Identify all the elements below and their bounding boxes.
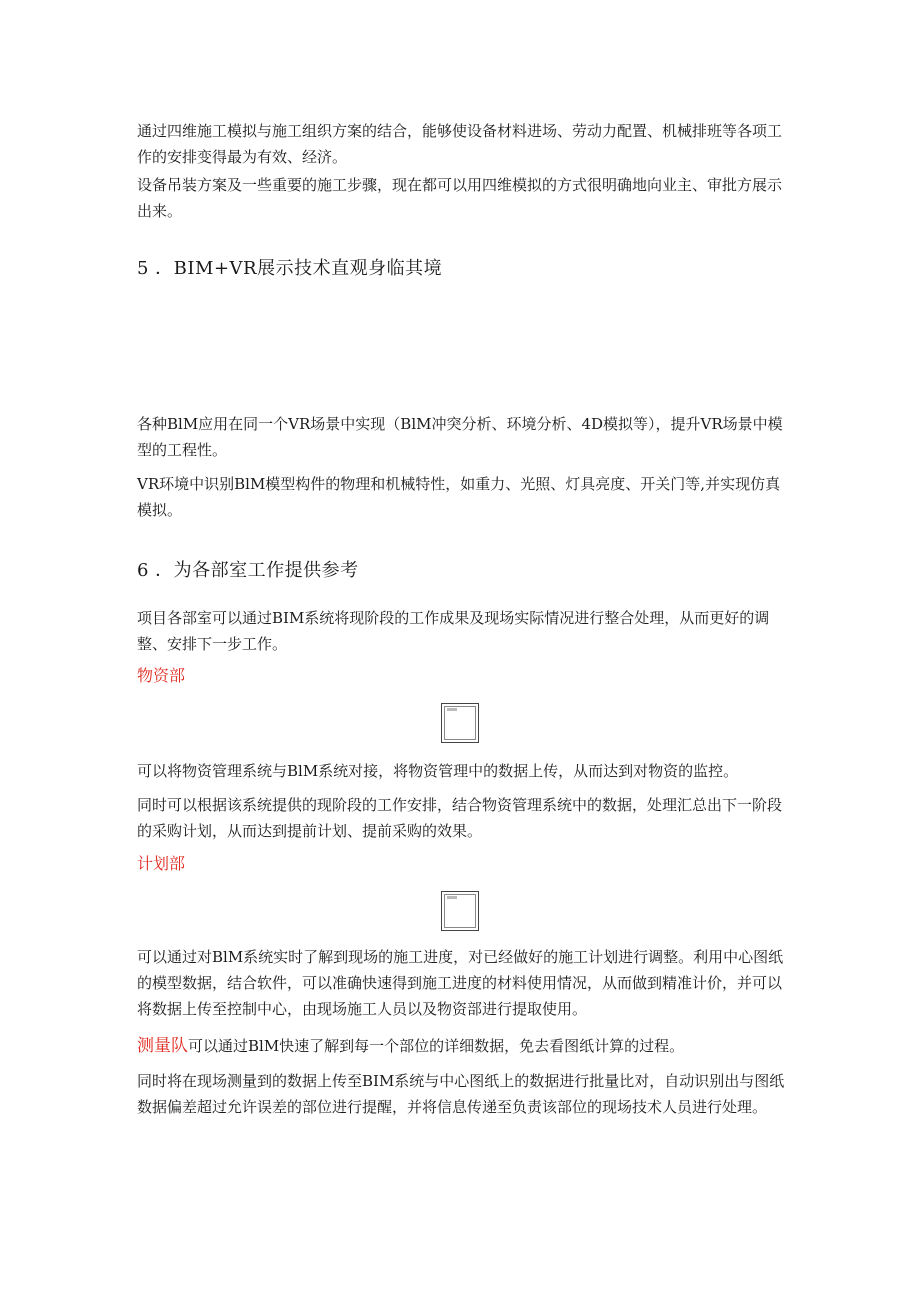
department-label-survey: 测量队 — [137, 1036, 188, 1056]
paragraph-departments-intro: 项目各部室可以通过BIM系统将现阶段的工作成果及现场实际情况进行整合处理，从而更好的调整、安排下一步工作。 — [137, 609, 770, 653]
paragraph-survey-comparison: 同时将在现场测量到的数据上传至BIM系统与中心图纸上的数据进行批量比对，自动识别出与图纸数据偏差超过允许误差的部位进行提醒，并将信息传递至负责该部位的现场技术人员进行处理。 — [137, 1072, 785, 1116]
section-heading-5: 5 ．BIM+VR展示技术直观身临其境 — [137, 258, 443, 279]
paragraph-vr-properties: VR环境中识别BlM模型构件的物理和机械特性，如重力、光照、灯具亮度、开关门等,并实现仿真模拟。 — [137, 475, 781, 519]
paragraph-planning-progress: 可以通过对BlM系统实时了解到现场的施工进度，对已经做好的施工计划进行调整。利用中心图纸的模型数据，结合软件，可以准确快速得到施工进度的材料使用情况，从而做到精准计价，并可以将数据上传至控制中心，由现场施工人员以及物资部进行提取使用。 — [137, 948, 784, 1018]
survey-team-text: 可以通过BlM快速了解到每一个部位的详细数据，免去看图纸计算的过程。 — [188, 1037, 685, 1055]
paragraph-4d-simulation: 通过四维施工模拟与施工组织方案的结合，能够使设备材料进场、劳动力配置、机械排班等各项工作的安排变得最为有效、经济。 — [137, 122, 783, 166]
paragraph-procurement-plan: 同时可以根据该系统提供的现阶段的工作安排，结合物资管理系统中的数据，处理汇总出下一阶段的采购计划，从而达到提前计划、提前采购的效果。 — [137, 796, 783, 840]
image-placeholder-icon — [441, 703, 479, 743]
department-label-materials: 物资部 — [137, 666, 186, 685]
image-placeholder-icon — [441, 891, 479, 931]
department-label-planning: 计划部 — [137, 854, 186, 873]
section-heading-6: 6 ．为各部室工作提供参考 — [137, 560, 359, 581]
paragraph-vr-applications: 各种BlM应用在同一个VR场景中实现（BlM冲突分析、环境分析、4D模拟等），提升VR场景中模型的工程性。 — [137, 415, 783, 459]
paragraph-materials-system: 可以将物资管理系统与BlM系统对接，将物资管理中的数据上传，从而达到对物资的监控。 — [137, 762, 739, 780]
paragraph-hoisting-plan: 设备吊装方案及一些重要的施工步骤，现在都可以用四维模拟的方式很明确地向业主、审批方展示出来。 — [137, 176, 783, 220]
paragraph-survey-team — [137, 1033, 787, 1059]
